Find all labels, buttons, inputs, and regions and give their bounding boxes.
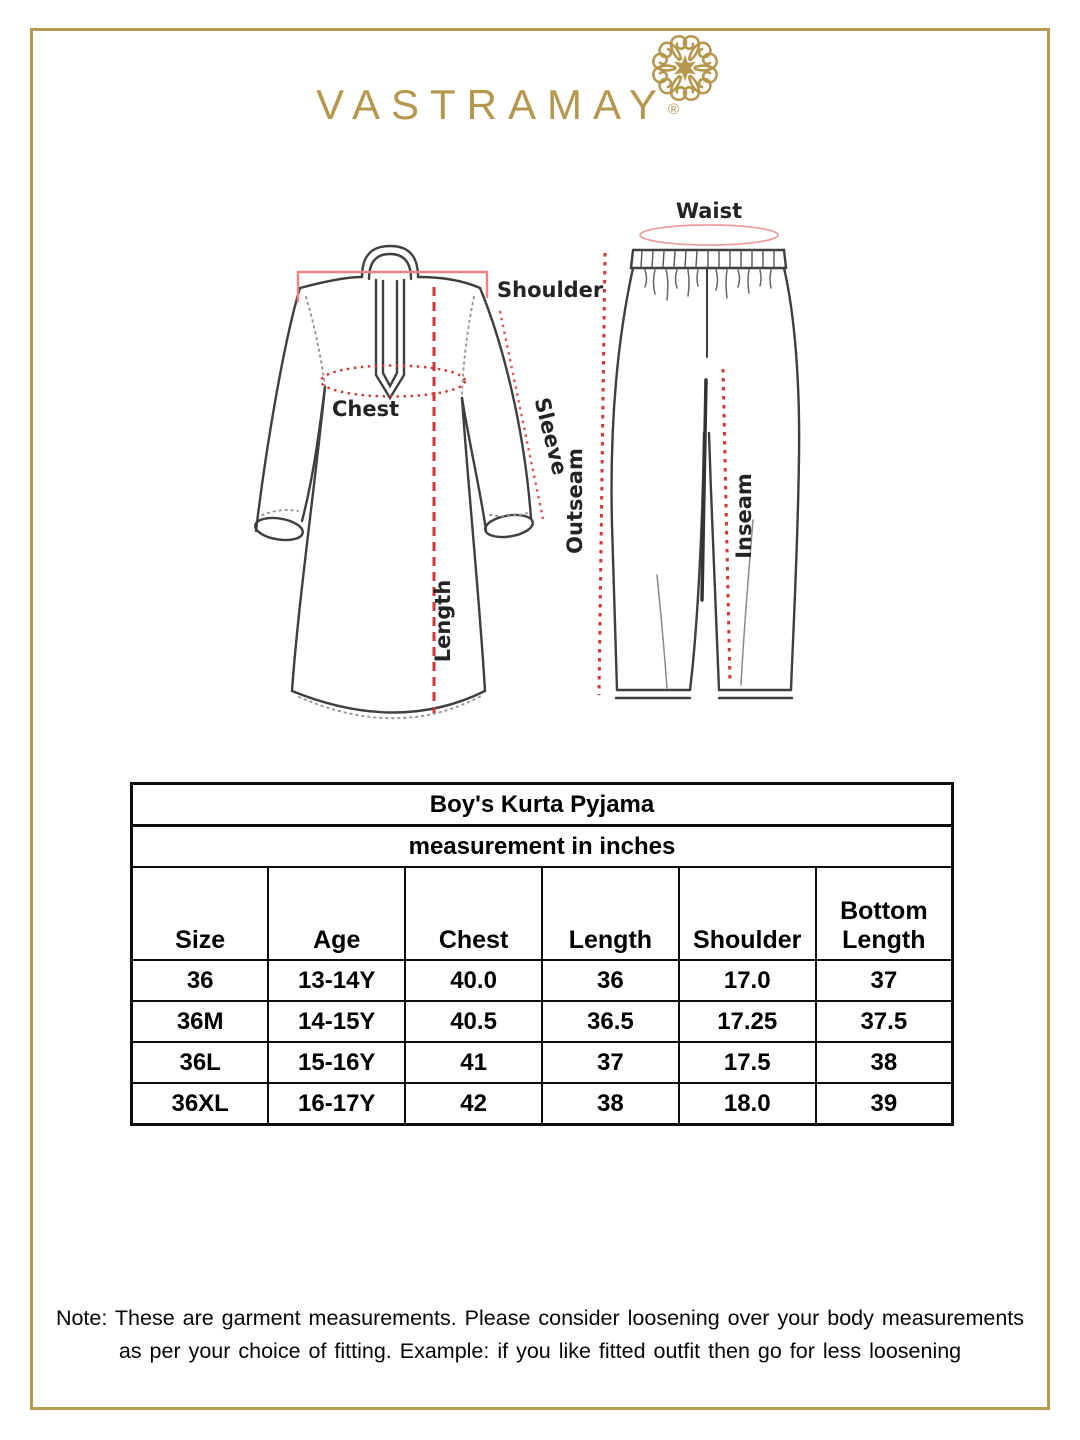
- table-cell: 39: [816, 1083, 953, 1125]
- table-row: [132, 960, 953, 1001]
- table-cell: 17.0: [679, 960, 816, 1001]
- length-label: Length: [431, 579, 455, 663]
- measurement-diagram: [0, 185, 1080, 765]
- chest-label: Chest: [332, 397, 400, 421]
- table-title-row: [132, 784, 953, 826]
- table-subtitle-row: [132, 826, 953, 868]
- chart-subtitle: measurement in inches: [132, 826, 953, 868]
- table-cell: 37: [542, 1042, 679, 1083]
- table-cell: 36.5: [542, 1001, 679, 1042]
- chart-title: Boy's Kurta Pyjama: [132, 784, 953, 826]
- brand-wordmark: VASTRAMAY: [316, 81, 668, 128]
- column-header-size: Size: [132, 867, 269, 960]
- table-cell: 36XL: [132, 1083, 269, 1125]
- column-header-age: Age: [268, 867, 405, 960]
- column-header-bottom-length: Bottom Length: [816, 867, 953, 960]
- registered-trademark: ®: [668, 101, 680, 118]
- brand-emblem-icon: [651, 34, 719, 102]
- table-row: [132, 1042, 953, 1083]
- table-cell: 13-14Y: [268, 960, 405, 1001]
- kurta-diagram: [254, 246, 535, 718]
- size-chart-table: [130, 782, 954, 1126]
- table-cell: 38: [542, 1083, 679, 1125]
- outseam-label: Outseam: [563, 448, 587, 554]
- kurta-annotations: [298, 272, 543, 713]
- waist-ellipse: [640, 225, 778, 245]
- shoulder-bracket: [298, 272, 487, 302]
- table-cell: 36M: [132, 1001, 269, 1042]
- column-header-length: Length: [542, 867, 679, 960]
- table-cell: 41: [405, 1042, 542, 1083]
- table-header-row: [132, 867, 953, 960]
- table-cell: 17.5: [679, 1042, 816, 1083]
- table-cell: 17.25: [679, 1001, 816, 1042]
- table-row: [132, 1001, 953, 1042]
- waist-label: Waist: [675, 199, 743, 223]
- table-cell: 18.0: [679, 1083, 816, 1125]
- measurement-note: [0, 1302, 1080, 1368]
- shoulder-label: Shoulder: [497, 278, 604, 302]
- inseam-line: [723, 369, 730, 683]
- table-cell: 40.5: [405, 1001, 542, 1042]
- inseam-label: Inseam: [732, 473, 756, 559]
- sleeve-label: Sleeve: [529, 395, 572, 478]
- table-cell: 14-15Y: [268, 1001, 405, 1042]
- table-cell: 36: [542, 960, 679, 1001]
- outseam-line: [599, 253, 605, 695]
- table-cell: 36L: [132, 1042, 269, 1083]
- column-header-shoulder: Shoulder: [679, 867, 816, 960]
- table-cell: 40.0: [405, 960, 542, 1001]
- table-cell: 37.5: [816, 1001, 953, 1042]
- table-cell: 15-16Y: [268, 1042, 405, 1083]
- table-cell: 42: [405, 1083, 542, 1125]
- table-cell: 16-17Y: [268, 1083, 405, 1125]
- table-cell: 37: [816, 960, 953, 1001]
- pyjama-diagram: [612, 250, 800, 698]
- note-line-1: Note: These are garment measurements. Please consider loosening over your body measurements: [55, 1306, 1025, 1330]
- column-header-chest: Chest: [405, 867, 542, 960]
- note-line-2: as per your choice of fitting. Example: if you like fitted outfit then go for less loosening: [118, 1339, 962, 1363]
- table-cell: 38: [816, 1042, 953, 1083]
- table-row: [132, 1083, 953, 1125]
- table-cell: 36: [132, 960, 269, 1001]
